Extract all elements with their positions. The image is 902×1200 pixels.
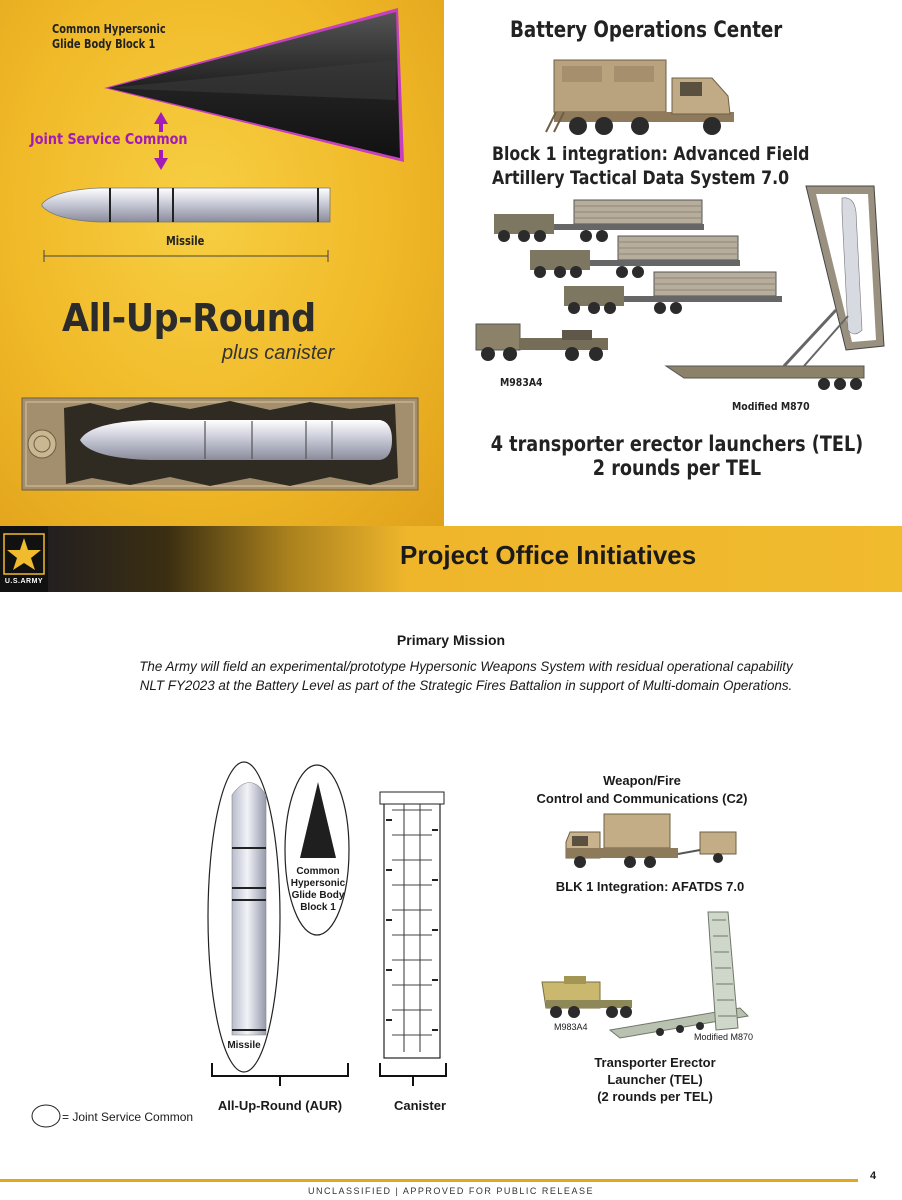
tel-image <box>542 912 748 1038</box>
primary-mission-line: NLT FY2023 at the Battery Level as part of the Strategic Fires Battalion in support of Multi-domain Operations. <box>139 678 793 693</box>
aur-infographic <box>0 0 444 526</box>
missile-dimension-line <box>44 250 328 262</box>
battery-infographic <box>444 0 902 526</box>
c2-title <box>500 772 784 808</box>
tel-title-line: Launcher (TEL) <box>607 1072 703 1087</box>
legend-text: = Joint Service Common <box>62 1110 194 1124</box>
aur-title: All-Up-Round <box>62 296 316 340</box>
glide-body-label-line: Common <box>296 866 340 877</box>
canister-image <box>380 792 444 1058</box>
block1-text-line: Block 1 integration: Advanced Field <box>492 143 810 165</box>
tel-text <box>488 432 866 480</box>
missile-image <box>42 188 330 222</box>
aur-label: All-Up-Round (AUR) <box>217 1098 343 1113</box>
glide-body-label-line: Common Hypersonic <box>52 22 166 36</box>
tel-title <box>540 1054 770 1105</box>
c2-title-line: Control and Communications (C2) <box>536 791 748 806</box>
glide-body-image <box>300 782 336 858</box>
boc-truck-image <box>546 60 734 135</box>
m983a4-label: M983A4 <box>554 1022 588 1032</box>
slide-title: Project Office Initiatives <box>400 540 697 570</box>
army-logo-text: U.S.ARMY <box>4 578 44 585</box>
canister-image <box>22 398 418 490</box>
glide-body-label-line: Glide Body <box>291 890 345 901</box>
aur-bracket <box>212 1063 348 1086</box>
primary-mission-heading: Primary Mission <box>396 632 506 648</box>
block1-text-line: Artillery Tactical Data System 7.0 <box>492 167 790 189</box>
classification-marking: UNCLASSIFIED | APPROVED FOR PUBLIC RELEASE <box>308 1186 594 1196</box>
joint-service-label: Joint Service Common <box>30 130 188 148</box>
boc-title: Battery Operations Center <box>510 18 783 43</box>
m870-label: Modified M870 <box>694 1032 754 1042</box>
missile-label: Missile <box>227 1040 261 1051</box>
aur-subtitle: plus canister <box>222 342 335 364</box>
glide-body-label-line: Block 1 <box>300 902 336 913</box>
aur-illustration <box>0 0 444 526</box>
blk1-integration-text: BLK 1 Integration: AFATDS 7.0 <box>555 879 745 894</box>
m983a4-label: M983A4 <box>500 376 543 389</box>
glide-body-label-line: Glide Body Block 1 <box>52 37 156 51</box>
block1-text <box>492 142 809 190</box>
c2-truck-image <box>566 814 736 868</box>
tel-text-line: 2 rounds per TEL <box>592 456 762 480</box>
legend-circle <box>32 1105 60 1127</box>
primary-mission-line: The Army will field an experimental/prototype Hypersonic Weapons System with residual operational capability <box>139 659 793 674</box>
tel-text-line: 4 transporter erector launchers (TEL) <box>490 432 864 456</box>
footer-rule <box>0 1179 858 1182</box>
tel-title-line: Transporter Erector <box>594 1055 716 1070</box>
missile-label: Missile <box>166 234 205 248</box>
c2-title-line: Weapon/Fire <box>603 773 681 788</box>
tel-truck-image <box>564 272 782 314</box>
glide-body-label-line: Hypersonic <box>290 878 346 889</box>
canister-bracket <box>380 1063 446 1086</box>
army-logo <box>0 526 48 592</box>
tel-title-line: (2 rounds per TEL) <box>597 1089 713 1104</box>
primary-mission-text <box>56 657 876 695</box>
missile-image <box>232 783 266 1036</box>
m983a4-truck-image <box>476 324 608 361</box>
canister-label: Canister <box>393 1098 447 1113</box>
glide-body-label <box>276 866 360 914</box>
m870-label: Modified M870 <box>732 400 810 413</box>
glide-body-label <box>52 22 166 52</box>
page-number: 4 <box>870 1170 877 1182</box>
